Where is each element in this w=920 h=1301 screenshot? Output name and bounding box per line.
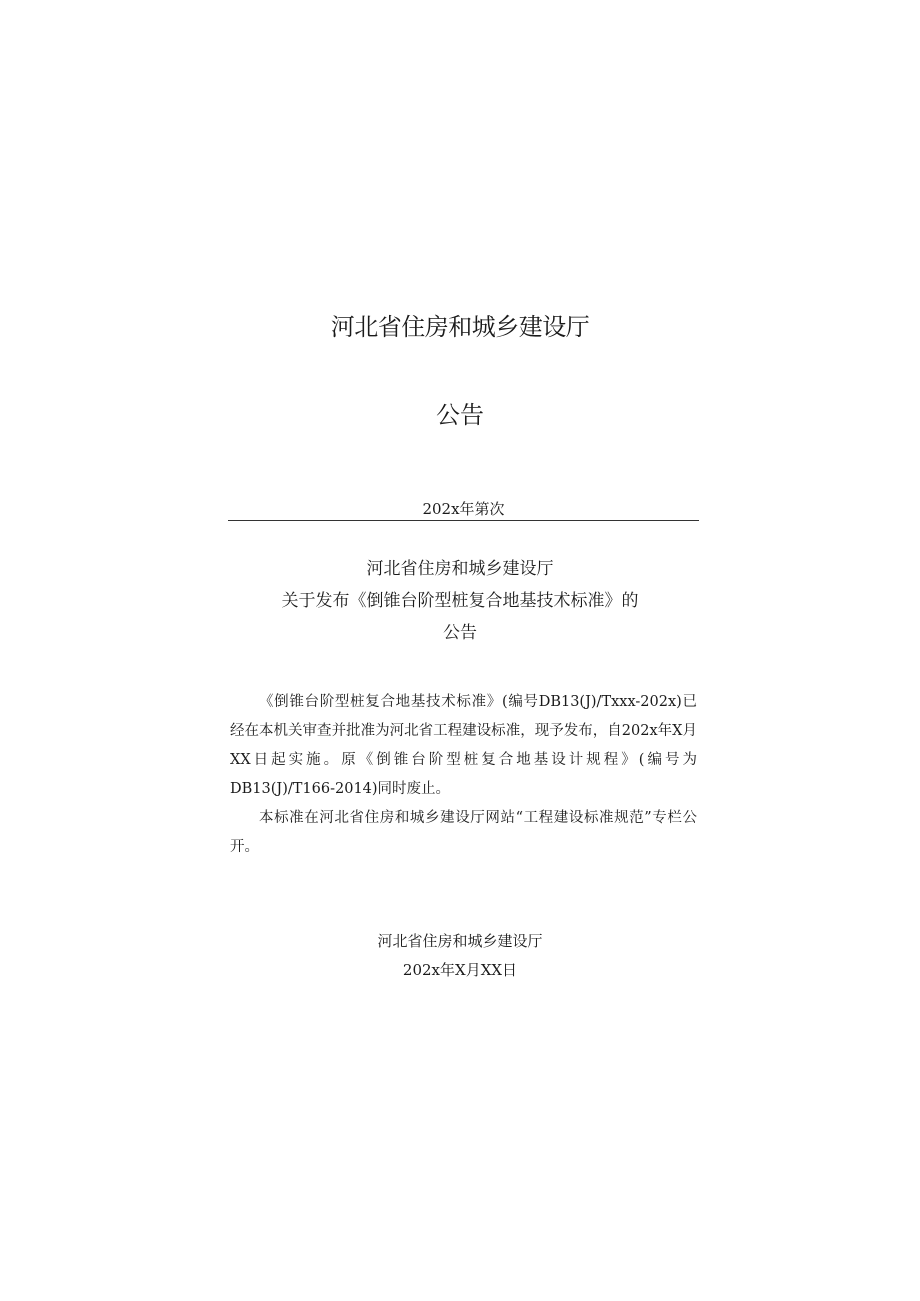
- signature-date: 202x年X月XX日: [402, 961, 518, 979]
- body-paragraph-2: 本标准在河北省住房和城乡建设厅网站“工程建设标准规范”专栏公开。: [230, 810, 697, 855]
- signature-block: [0, 927, 920, 985]
- title-line-1: 河北省住房和城乡建设厅: [366, 559, 554, 579]
- issuer-heading: 河北省住房和城乡建设厅: [330, 313, 590, 341]
- header-divider: [228, 520, 699, 521]
- announcement-body: [230, 688, 697, 862]
- title-line-3: 公告: [443, 623, 477, 643]
- title-line-2: 关于发布《倒锥台阶型桩复合地基技术标准》的: [281, 591, 639, 611]
- body-paragraph-1: 《倒锥台阶型桩复合地基技术标准》(编号DB13(J)/Txxx-202x)已经在本机关审查并批准为河北省工程建设标准，现予发布，自202x年X月XX日起实施。原《倒锥台阶型桩复合地基设计规程》(编号为DB13(J)/T166-2014)同时废止。: [230, 694, 697, 797]
- document-type-heading: 公告: [436, 401, 484, 429]
- announcement-title: [0, 553, 920, 649]
- signature-organization: 河北省住房和城乡建设厅: [377, 932, 543, 950]
- issue-number: 202x年第次: [422, 500, 505, 518]
